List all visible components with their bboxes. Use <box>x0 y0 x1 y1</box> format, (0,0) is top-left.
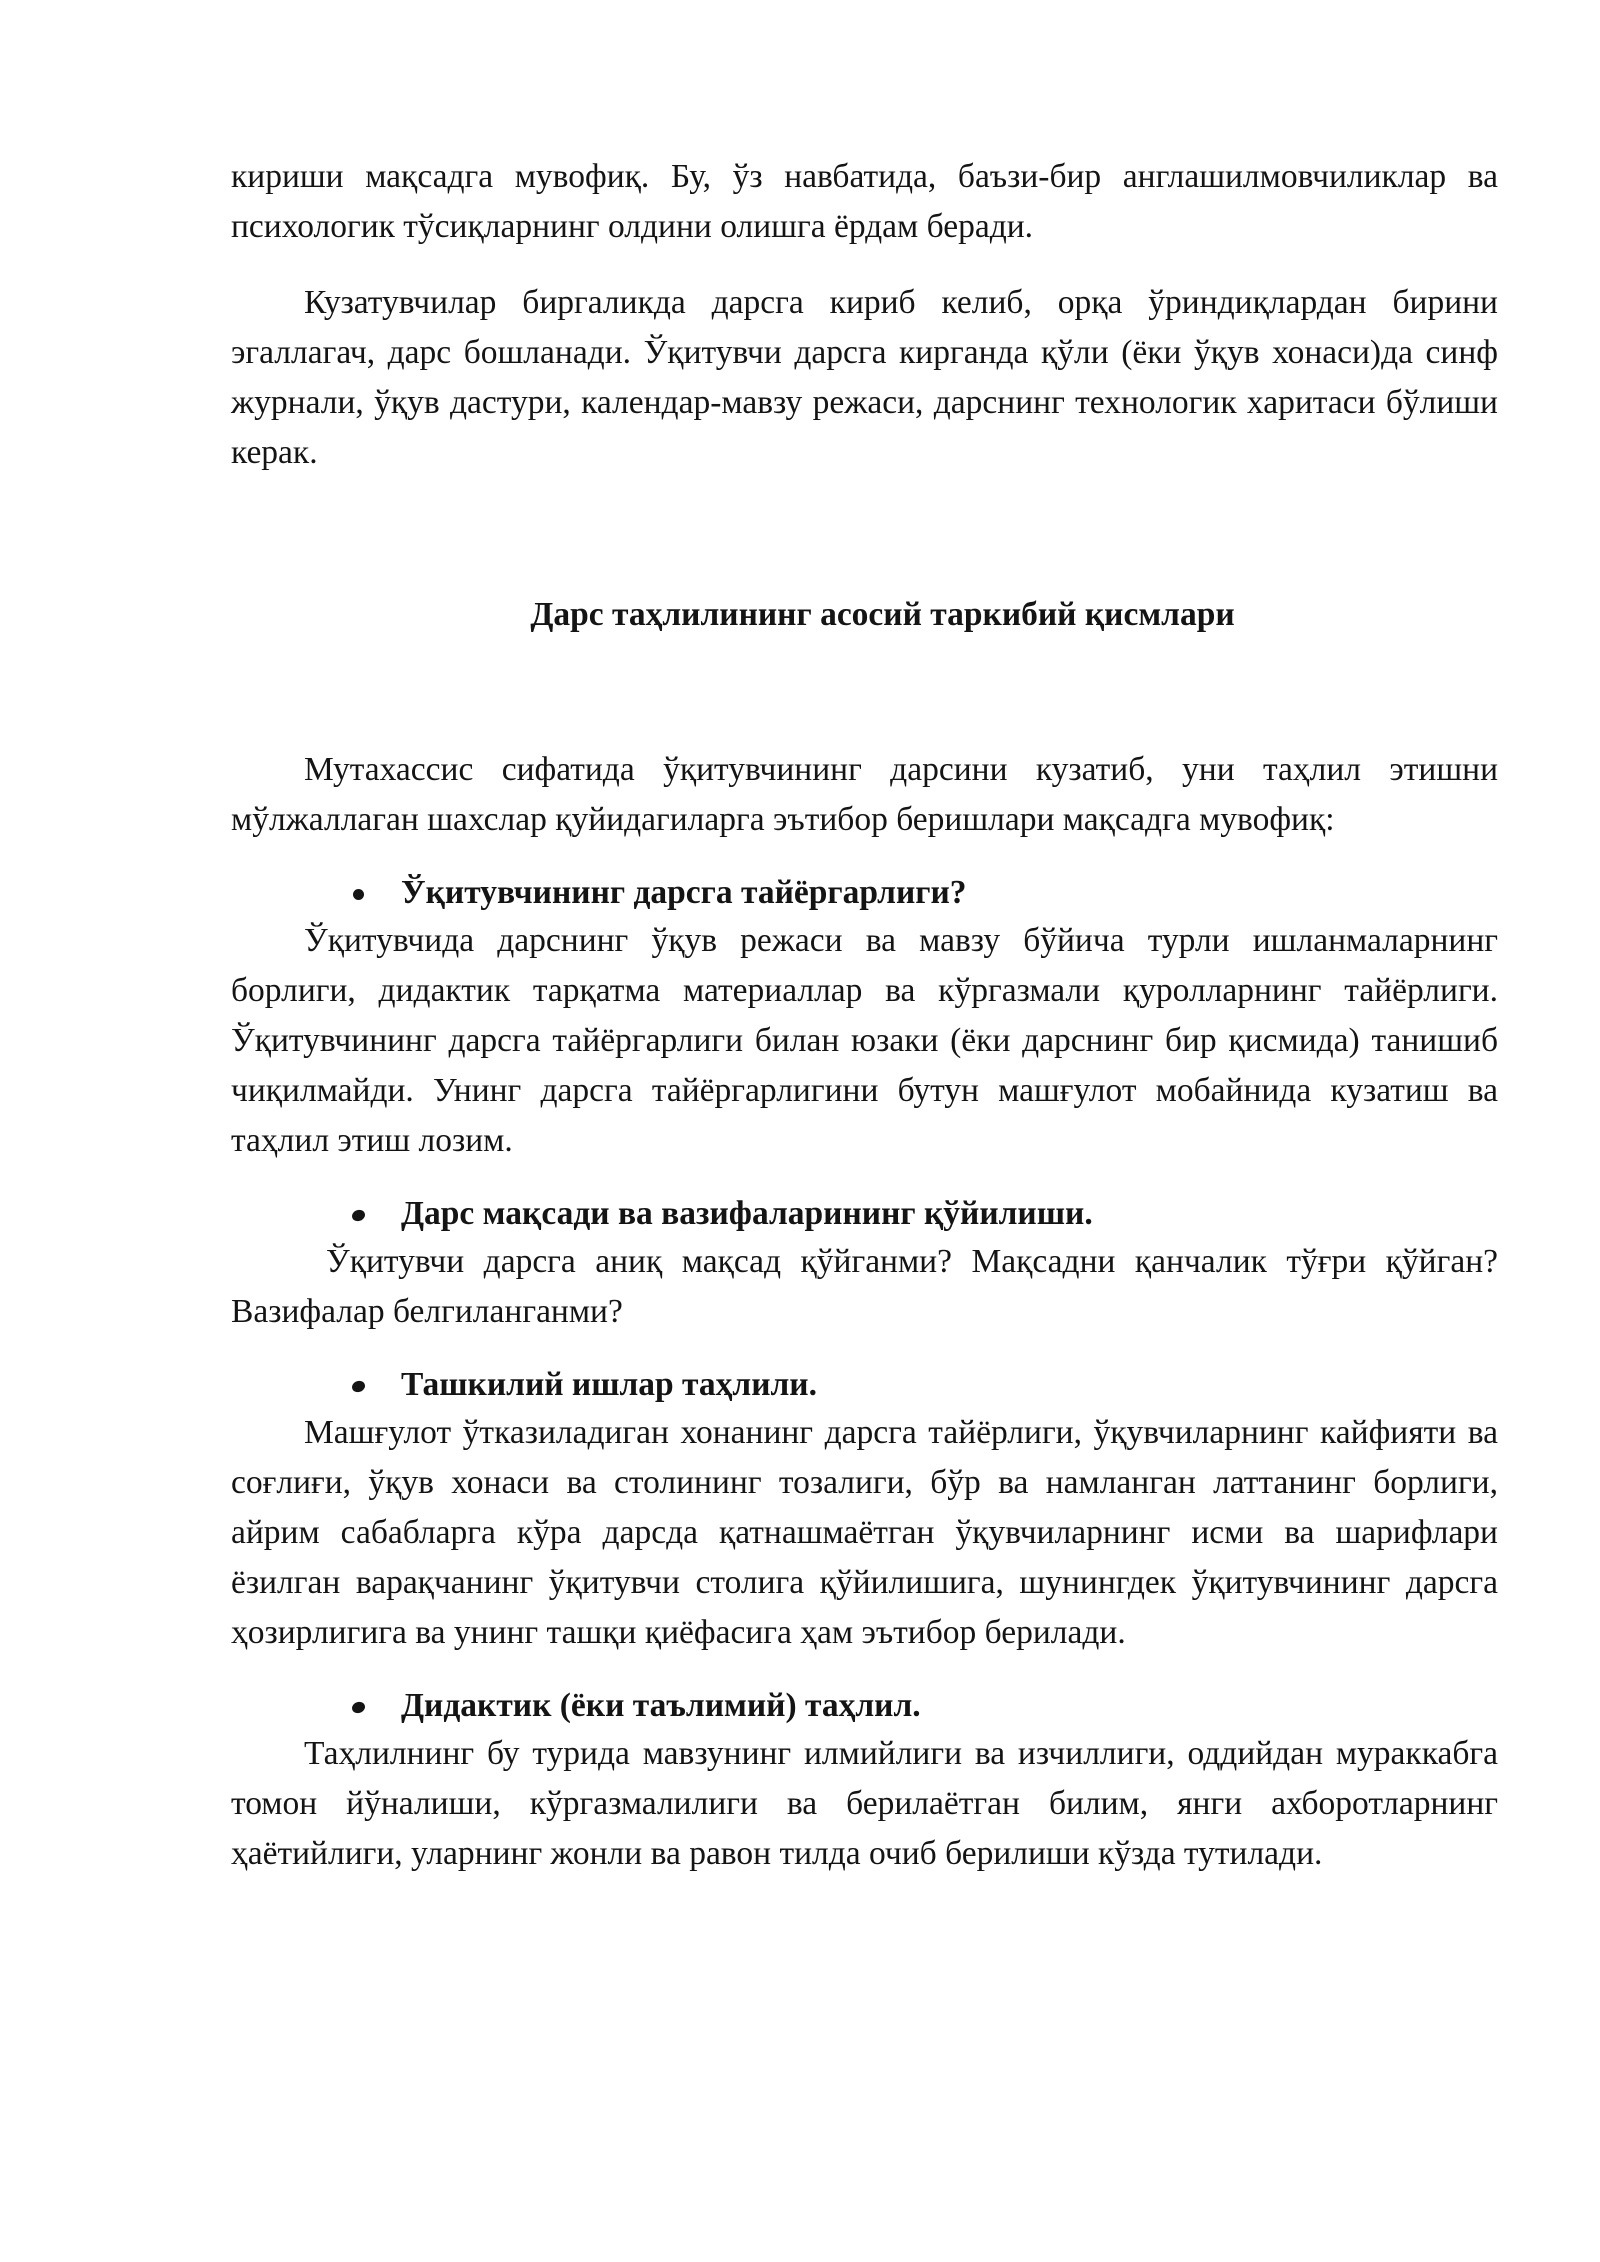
paragraph-organizational-analysis: Машғулот ўтказиладиган хонанинг дарсга тайёрлиги, ўқувчиларнинг кайфияти ва соғлиғи, ўқув хонаси ва столининг тозалиги, бўр ва намланган латтанинг борлиги, айрим сабабларга кўра дарсда қатнашмаётган ўқувчиларнинг исми ва шарифлари ёзилган варақчанинг ўқитувчи столига қўйилишига, шунингдек ўқитувчининг дарсга ҳозирлигига ва унинг ташқи қиёфасига ҳам эътибор берилади. <box>231 1414 1498 1651</box>
bullet-title: Дидактик (ёки таълимий) таҳлил. <box>401 1687 921 1724</box>
bullet-icon <box>350 1379 366 1394</box>
paragraph-lesson-goals: Ўқитувчи дарсга аниқ мақсад қўйганми? Мақсадни қанчалик тўғри қўйган? Вазифалар белгиланганми? <box>231 1243 1498 1330</box>
bullet-icon <box>350 1700 366 1715</box>
bullet-title: Ташкилий ишлар таҳлили. <box>401 1366 817 1403</box>
bullet-item-lesson-goals <box>231 1191 1498 1237</box>
paragraph-observers: Кузатувчилар биргаликда дарсга кириб келиб, орқа ўриндиқлардан бирини эгаллагач, дарс бошланади. Ўқитувчи дарсга кирганда қўли (ёки ўқув хонаси)да синф журнали, ўқув дастури, календар-мавзу режаси, дарснинг технологик харитаси бўлиши керак. <box>231 284 1498 471</box>
section-heading: Дарс таҳлилининг асосий таркибий қисмлари <box>530 596 1235 633</box>
bullet-title: Дарс мақсади ва вазифаларининг қўйилиши. <box>401 1195 1093 1232</box>
document-body <box>231 152 1498 1879</box>
paragraph-intro: Мутахассис сифатида ўқитувчининг дарсини кузатиб, уни таҳлил этишни мўлжаллаган шахслар қуйидагиларга эътибор беришлари мақсадга мувофиқ: <box>231 751 1498 838</box>
bullet-item-teacher-preparation <box>231 870 1498 916</box>
bullet-icon <box>353 889 364 900</box>
bullet-item-organizational-analysis <box>231 1362 1498 1408</box>
bullet-item-didactic-analysis <box>231 1683 1498 1729</box>
paragraph-didactic-analysis: Таҳлилнинг бу турида мавзунинг илмийлиги ва изчиллиги, оддийдан мураккабга томон йўналиши, кўргазмалилиги ва берилаётган билим, янги ахборотларнинг ҳаётийлиги, уларнинг жонли ва равон тилда очиб берилиши кўзда тутилади. <box>231 1735 1498 1872</box>
paragraph-teacher-preparation: Ўқитувчида дарснинг ўқув режаси ва мавзу бўйича турли ишланмаларнинг борлиги, дидактик тарқатма материаллар ва кўргазмали қуролларнинг тайёрлиги. Ўқитувчининг дарсга тайёргарлиги билан юзаки (ёки дарснинг бир қисмида) танишиб чиқилмайди. Унинг дарсга тайёргарлигини бутун машғулот мобайнида кузатиш ва таҳлил этиш лозим. <box>231 922 1498 1159</box>
bullet-icon <box>350 1208 366 1223</box>
bullet-title: Ўқитувчининг дарсга тайёргарлиги? <box>401 874 967 911</box>
paragraph-continuation: кириши мақсадга мувофиқ. Бу, ўз навбатида, баъзи-бир англашилмовчиликлар ва психологик тўсиқларнинг олдини олишга ёрдам беради. <box>231 158 1498 245</box>
